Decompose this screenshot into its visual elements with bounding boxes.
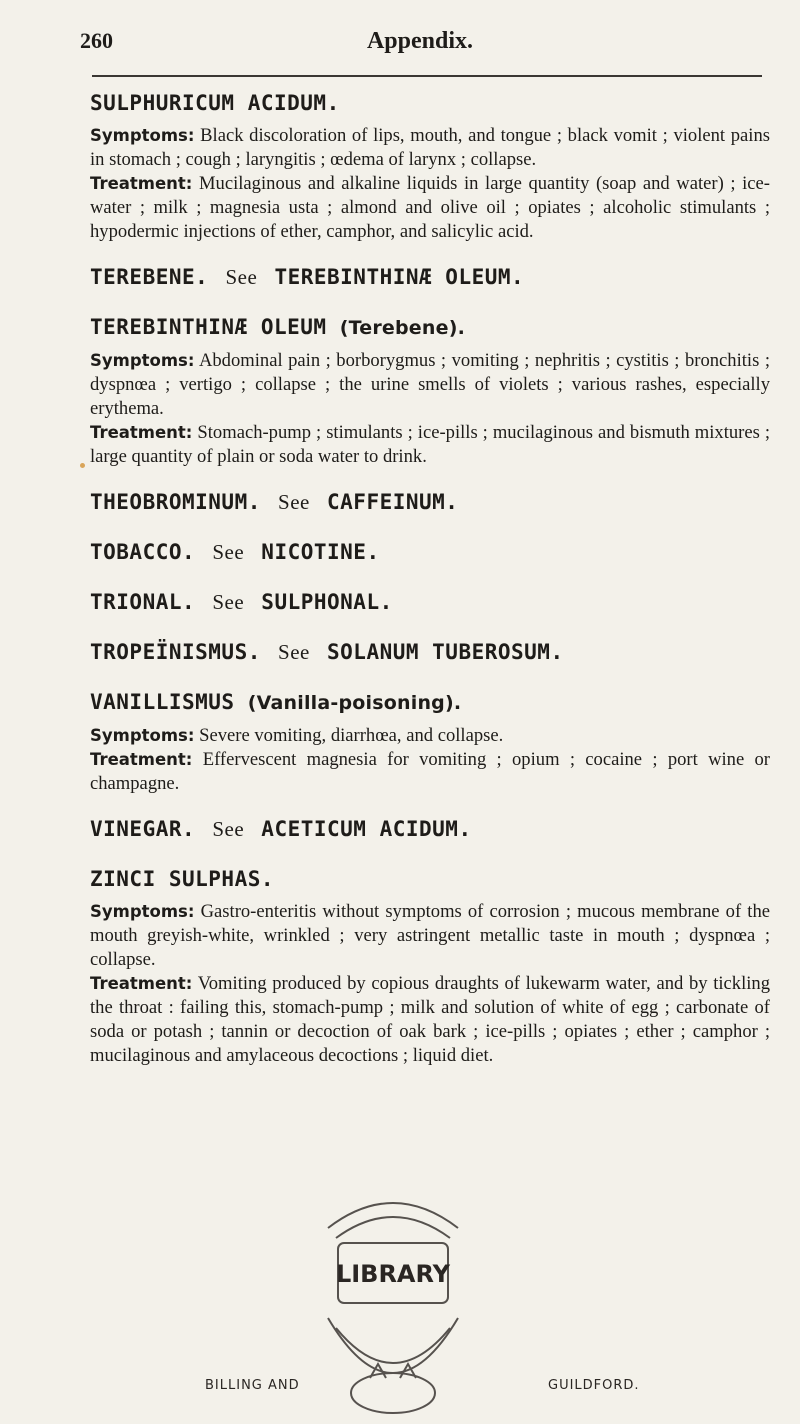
stamp-footer-right: GUILDFORD.: [548, 1378, 640, 1393]
ink-spot: [80, 463, 85, 468]
cross-reference: [90, 262, 770, 292]
treatment-label: Treatment:: [90, 423, 193, 442]
treatment-text: Stomach-pump ; stimulants ; ice-pills ; mucilaginous and bismuth mixtures ; large quantity of plain or soda water to drink.: [90, 422, 770, 467]
see-word: See: [212, 590, 245, 614]
stamp-outline-icon: [308, 1168, 478, 1418]
entry-headword: TROPEÏNISMUS.: [90, 640, 261, 664]
appendix-entries: [90, 88, 770, 1086]
entry-zinci-sulphas: [90, 864, 770, 1068]
treatment-text: Mucilaginous and alkaline liquids in large quantity (soap and water) ; ice-water ; milk ; magnesia usta ; almond and olive oil ; opiates ; alcoholic stimulants ; hypodermic injections of ether, camphor, and salicylic acid.: [90, 173, 770, 242]
entry-tobacco: [90, 537, 770, 567]
page-number: 260: [80, 28, 113, 53]
stamp-footer-left: BILLING AND: [205, 1378, 300, 1393]
symptoms-text: Severe vomiting, diarrhœa, and collapse.: [199, 725, 504, 746]
entry-tropeinismus: [90, 637, 770, 667]
symptoms-label: Symptoms:: [90, 726, 195, 745]
entry-headword: SULPHURICUM ACIDUM.: [90, 91, 340, 115]
cross-reference: [90, 637, 770, 667]
entry-heading: [90, 312, 770, 343]
see-word: See: [225, 265, 258, 289]
treatment-text: Vomiting produced by copious draughts of lukewarm water, and by tickling the throat : failing this, stomach-pump ; milk and solution of white of egg ; carbonate of soda or potash ; tannin or decoction of oak bark ; ice-pills ; opiates ; ether ; camphor ; mucilaginous and amylaceous decoctions ; liquid diet.: [90, 973, 771, 1066]
see-word: See: [278, 490, 310, 514]
cross-reference: [90, 537, 770, 567]
entry-vinegar: [90, 814, 770, 844]
stamp-label: LIBRARY: [335, 1260, 451, 1288]
treatment-paragraph: [90, 748, 770, 796]
treatment-label: Treatment:: [90, 174, 193, 193]
symptoms-label: Symptoms:: [90, 126, 195, 145]
page-header: [80, 28, 760, 68]
see-reference: SULPHONAL.: [261, 590, 393, 614]
treatment-text: Effervescent magnesia for vomiting ; opium ; cocaine ; port wine or champagne.: [90, 749, 770, 794]
symptoms-text: Gastro-enteritis without symptoms of corrosion ; mucous membrane of the mouth greyish-white, wrinkled ; very astringent metallic taste in mouth ; dyspnœa ; collapse.: [90, 901, 770, 970]
cross-reference: [90, 814, 770, 844]
entry-heading: [90, 687, 770, 718]
symptoms-paragraph: [90, 900, 770, 972]
treatment-paragraph: [90, 421, 770, 469]
symptoms-text: Abdominal pain ; borborygmus ; vomiting ; nephritis ; cystitis ; bronchitis ; dyspnœa ; vertigo ; collapse ; the urine smells of violets ; various rashes, especially erythema.: [90, 350, 770, 419]
symptoms-label: Symptoms:: [90, 351, 195, 370]
running-title: Appendix.: [366, 28, 474, 54]
see-reference: NICOTINE.: [261, 540, 380, 564]
treatment-label: Treatment:: [90, 974, 193, 993]
entry-headword: ZINCI SULPHAS.: [90, 867, 275, 891]
entry-headword: TEREBENE.: [90, 265, 209, 289]
symptoms-paragraph: [90, 349, 770, 421]
entry-subtitle: (Vanilla-poisoning).: [247, 692, 462, 714]
entry-headword: VANILLISMUS: [90, 690, 235, 714]
header-rule: [92, 75, 762, 77]
entry-subtitle: (Terebene).: [339, 317, 465, 339]
entry-headword: THEOBROMINUM.: [90, 490, 261, 514]
see-word: See: [212, 817, 245, 841]
entry-theobrominum: [90, 487, 770, 517]
see-word: See: [278, 640, 310, 664]
symptoms-paragraph: [90, 124, 770, 172]
symptoms-paragraph: [90, 724, 770, 748]
cross-reference: [90, 487, 770, 517]
entry-terebene: [90, 262, 770, 292]
see-reference: SOLANUM TUBEROSUM.: [327, 640, 564, 664]
entry-sulphuricum-acidum: [90, 88, 770, 244]
entry-headword: TOBACCO.: [90, 540, 196, 564]
symptoms-label: Symptoms:: [90, 902, 195, 921]
entry-vanillismus: [90, 687, 770, 796]
see-reference: CAFFEINUM.: [327, 490, 459, 514]
see-reference: ACETICUM ACIDUM.: [261, 817, 472, 841]
symptoms-text: Black discoloration of lips, mouth, and tongue ; black vomit ; violent pains in stomach ; cough ; laryngitis ; œdema of larynx ; collapse.: [90, 125, 771, 170]
entry-trional: [90, 587, 770, 617]
entry-headword: VINEGAR.: [90, 817, 196, 841]
entry-terebinthinae-oleum: [90, 312, 770, 469]
see-word: See: [212, 540, 245, 564]
treatment-paragraph: [90, 972, 770, 1068]
treatment-label: Treatment:: [90, 750, 193, 769]
library-stamp: [308, 1168, 478, 1418]
entry-headword: TEREBINTHINÆ OLEUM: [90, 315, 327, 339]
see-reference: TEREBINTHINÆ OLEUM.: [274, 265, 525, 289]
entry-headword: TRIONAL.: [90, 590, 196, 614]
cross-reference: [90, 587, 770, 617]
treatment-paragraph: [90, 172, 770, 244]
